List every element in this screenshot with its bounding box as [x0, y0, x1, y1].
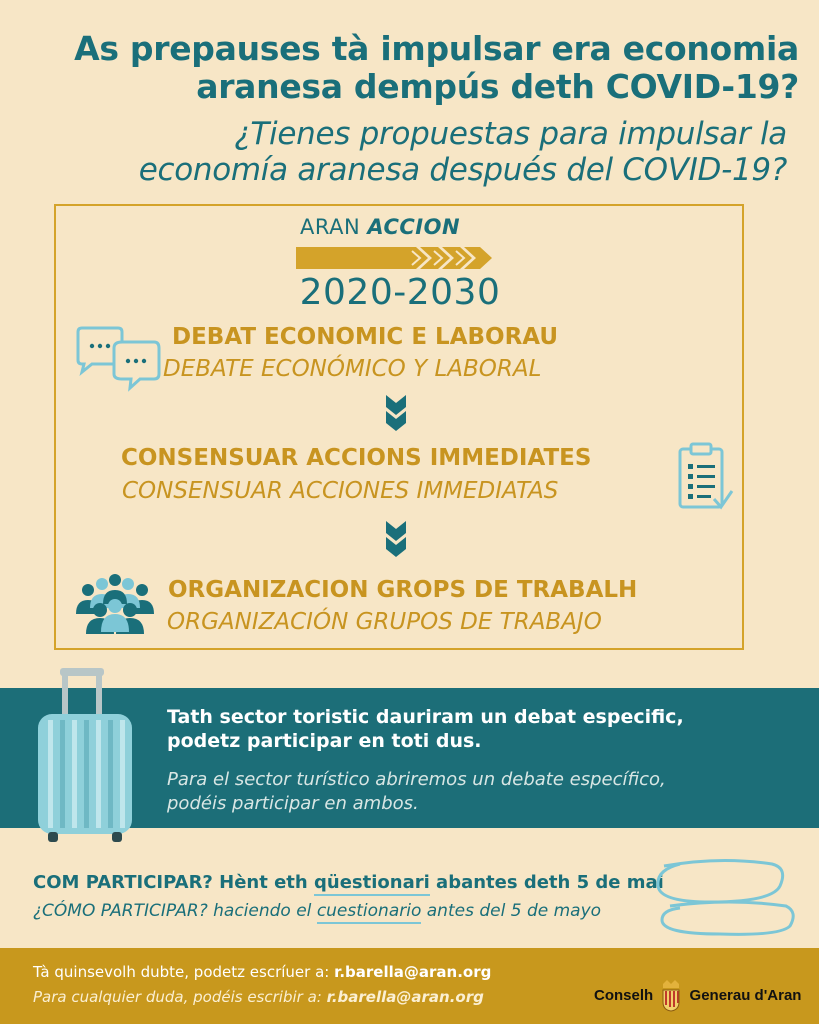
tourism-text-occitan	[167, 705, 797, 753]
deadline-date-spanish: 5 de mayo	[510, 901, 602, 921]
participate-es-prefix: ¿CÓMO PARTICIPAR? haciendo el	[33, 901, 317, 921]
step1-spanish: DEBATE ECONÓMICO Y LABORAL	[163, 356, 542, 382]
clipboard-checklist-icon	[676, 441, 734, 511]
title-spanish-line1: ¿Tienes propuestas para impulsar la	[234, 116, 787, 152]
tourism-es-line1: Para el sector turístico abriremos un debate específico,	[167, 769, 666, 790]
conselh-logo	[594, 980, 801, 1012]
deadline-date-occitan: 5 de mai	[576, 872, 664, 893]
step2-spanish: CONSENSUAR ACCIONES IMMEDIATAS	[122, 478, 559, 504]
contact-es-text: Para cualquier duda, podéis escribir a:	[33, 988, 327, 1006]
chevron-down-icon	[384, 519, 408, 559]
contact-email-spanish[interactable]: r.barella@aran.org	[326, 988, 484, 1006]
questionnaire-link-spanish[interactable]: cuestionario	[317, 901, 422, 924]
tourism-oc-line1: Tath sector toristic dauriram un debat especific,	[167, 706, 684, 728]
contact-occitan	[33, 963, 491, 981]
tourism-text-spanish	[167, 768, 807, 816]
step3-spanish: ORGANIZACIÓN GRUPOS DE TRABAJO	[167, 609, 602, 635]
coat-of-arms-icon	[659, 980, 683, 1012]
tourism-es-line2: podéis participar en ambos.	[167, 793, 419, 814]
aran-accion-logo	[300, 215, 460, 239]
participate-es-mid: antes del	[421, 901, 511, 921]
contact-oc-text: Tà quinsevolh dubte, podetz escríuer a:	[33, 963, 335, 981]
participate-spanish	[33, 901, 601, 921]
title-occitan-line2: aranesa dempús deth COVID-19?	[196, 67, 799, 106]
chevron-down-icon	[384, 393, 408, 433]
brand-accent: ACCION	[367, 215, 461, 239]
people-group-icon	[74, 574, 156, 634]
participate-occitan	[33, 872, 664, 893]
chevron-arrows-icon	[296, 245, 496, 271]
logo-right-text: Generau d'Aran	[689, 986, 802, 1004]
participate-oc-prefix: COM PARTICIPAR? Hènt eth	[33, 872, 314, 893]
brand-prefix: ARAN	[300, 215, 361, 239]
title-occitan-line1: As prepauses tà impulsar era economia	[74, 29, 799, 68]
suitcase-icon	[34, 666, 138, 846]
contact-spanish	[33, 988, 484, 1006]
questionnaire-link-occitan[interactable]: qüestionari	[314, 872, 430, 896]
main-title-occitan	[20, 30, 799, 106]
participate-oc-mid: abantes deth	[429, 872, 577, 893]
contact-email-occitan[interactable]: r.barella@aran.org	[334, 963, 492, 981]
date-highlight-circle	[640, 856, 800, 940]
years-range: 2020-2030	[299, 272, 501, 313]
step2-occitan: CONSENSUAR ACCIONS IMMEDIATES	[121, 445, 592, 471]
main-title-spanish	[20, 116, 787, 188]
logo-left-text: Conselh	[594, 986, 654, 1004]
title-spanish-line2: economía aranesa después del COVID-19?	[138, 152, 787, 188]
step1-occitan: DEBAT ECONOMIC E LABORAU	[172, 324, 559, 350]
tourism-oc-line2: podetz participar en toti dus.	[167, 730, 482, 752]
step3-occitan: ORGANIZACION GROPS DE TRABALH	[168, 577, 638, 603]
chat-bubbles-icon	[74, 326, 162, 392]
